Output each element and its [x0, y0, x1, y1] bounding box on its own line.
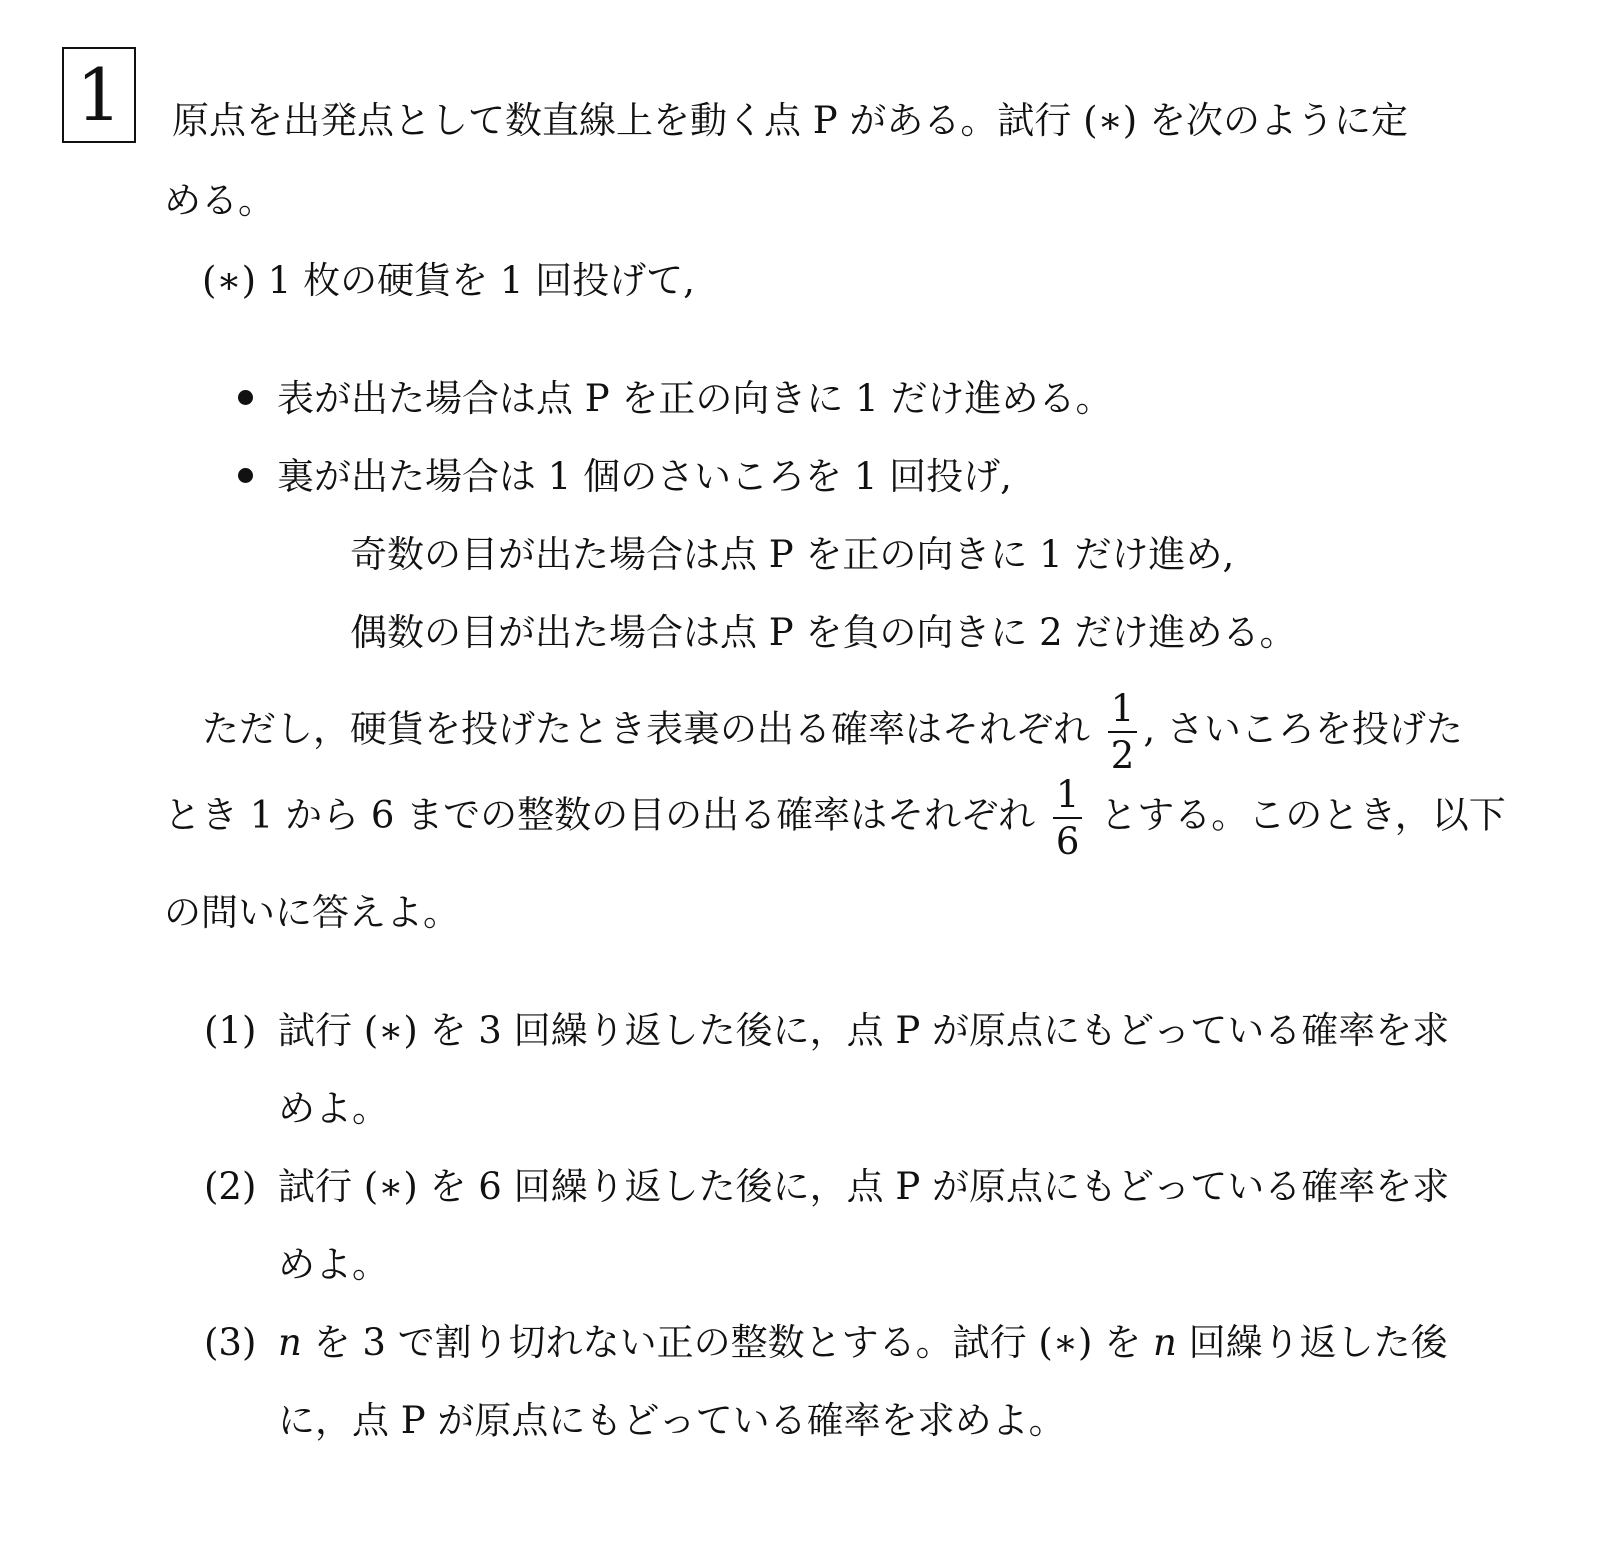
condition-text-2b: とする。このとき，以下	[1100, 793, 1506, 837]
question-2	[204, 1156, 1449, 1210]
problem-number: 1	[76, 53, 122, 137]
question-2-cont: めよ。	[278, 1243, 389, 1286]
condition-line-1	[202, 687, 1463, 777]
bullet-icon	[238, 468, 253, 483]
fraction-denominator: 2	[1110, 734, 1135, 777]
condition-line-3: の問いに答えよ。	[164, 891, 460, 934]
fraction-one-half	[1108, 687, 1138, 777]
question-text: 試行 (∗) を 3 回繰り返した後に，点 P が原点にもどっている確率を求	[278, 1009, 1450, 1052]
question-label: (2)	[204, 1165, 257, 1208]
bullet-text-tails: 裏が出た場合は 1 個のさいころを 1 回投げ,	[277, 455, 1012, 498]
question-3	[204, 1312, 1448, 1366]
fraction-numerator: 1	[1108, 690, 1138, 733]
question-label: (1)	[204, 1009, 257, 1052]
question-1-cont: めよ。	[278, 1087, 389, 1130]
question-1	[204, 1000, 1449, 1054]
question-3-cont: に，点 P が原点にもどっている確率を求めよ。	[278, 1399, 1066, 1442]
bullet-item-heads	[238, 368, 1112, 422]
condition-text-1b: , さいころを投げた	[1143, 707, 1463, 751]
trial-definition: (∗) 1 枚の硬貨を 1 回投げて,	[202, 259, 695, 302]
bullet-item-tails	[238, 446, 1012, 500]
condition-text-2a: とき 1 から 6 までの整数の目の出る確率はそれぞれ	[164, 793, 1036, 837]
condition-text-1a: ただし，硬貨を投げたとき表裏の出る確率はそれぞれ	[202, 707, 1090, 751]
bullet-text-heads: 表が出た場合は点 P を正の向きに 1 だけ進める。	[277, 377, 1113, 420]
variable-n: n	[1152, 1321, 1177, 1364]
problem-number-box	[62, 47, 136, 143]
sub-line-odd: 奇数の目が出た場合は点 P を正の向きに 1 だけ進め,	[350, 533, 1235, 576]
fraction-denominator: 6	[1055, 820, 1080, 863]
intro-line-1: 原点を出発点として数直線上を動く点 P がある。試行 (∗) を次のように定	[172, 99, 1408, 142]
variable-n: n	[278, 1321, 302, 1364]
intro-line-2: める。	[164, 179, 275, 222]
fraction-numerator: 1	[1053, 776, 1083, 819]
question-label: (3)	[204, 1321, 257, 1364]
question-text-b: 回繰り返した後	[1188, 1321, 1448, 1364]
question-text-a: を 3 で割り切れない正の整数とする。試行 (∗) を	[313, 1321, 1142, 1364]
sub-line-even: 偶数の目が出た場合は点 P を負の向きに 2 だけ進める。	[350, 611, 1297, 654]
fraction-one-sixth	[1053, 773, 1083, 863]
condition-line-2	[164, 773, 1506, 863]
question-text: 試行 (∗) を 6 回繰り返した後に，点 P が原点にもどっている確率を求	[278, 1165, 1450, 1208]
bullet-icon	[238, 390, 253, 405]
